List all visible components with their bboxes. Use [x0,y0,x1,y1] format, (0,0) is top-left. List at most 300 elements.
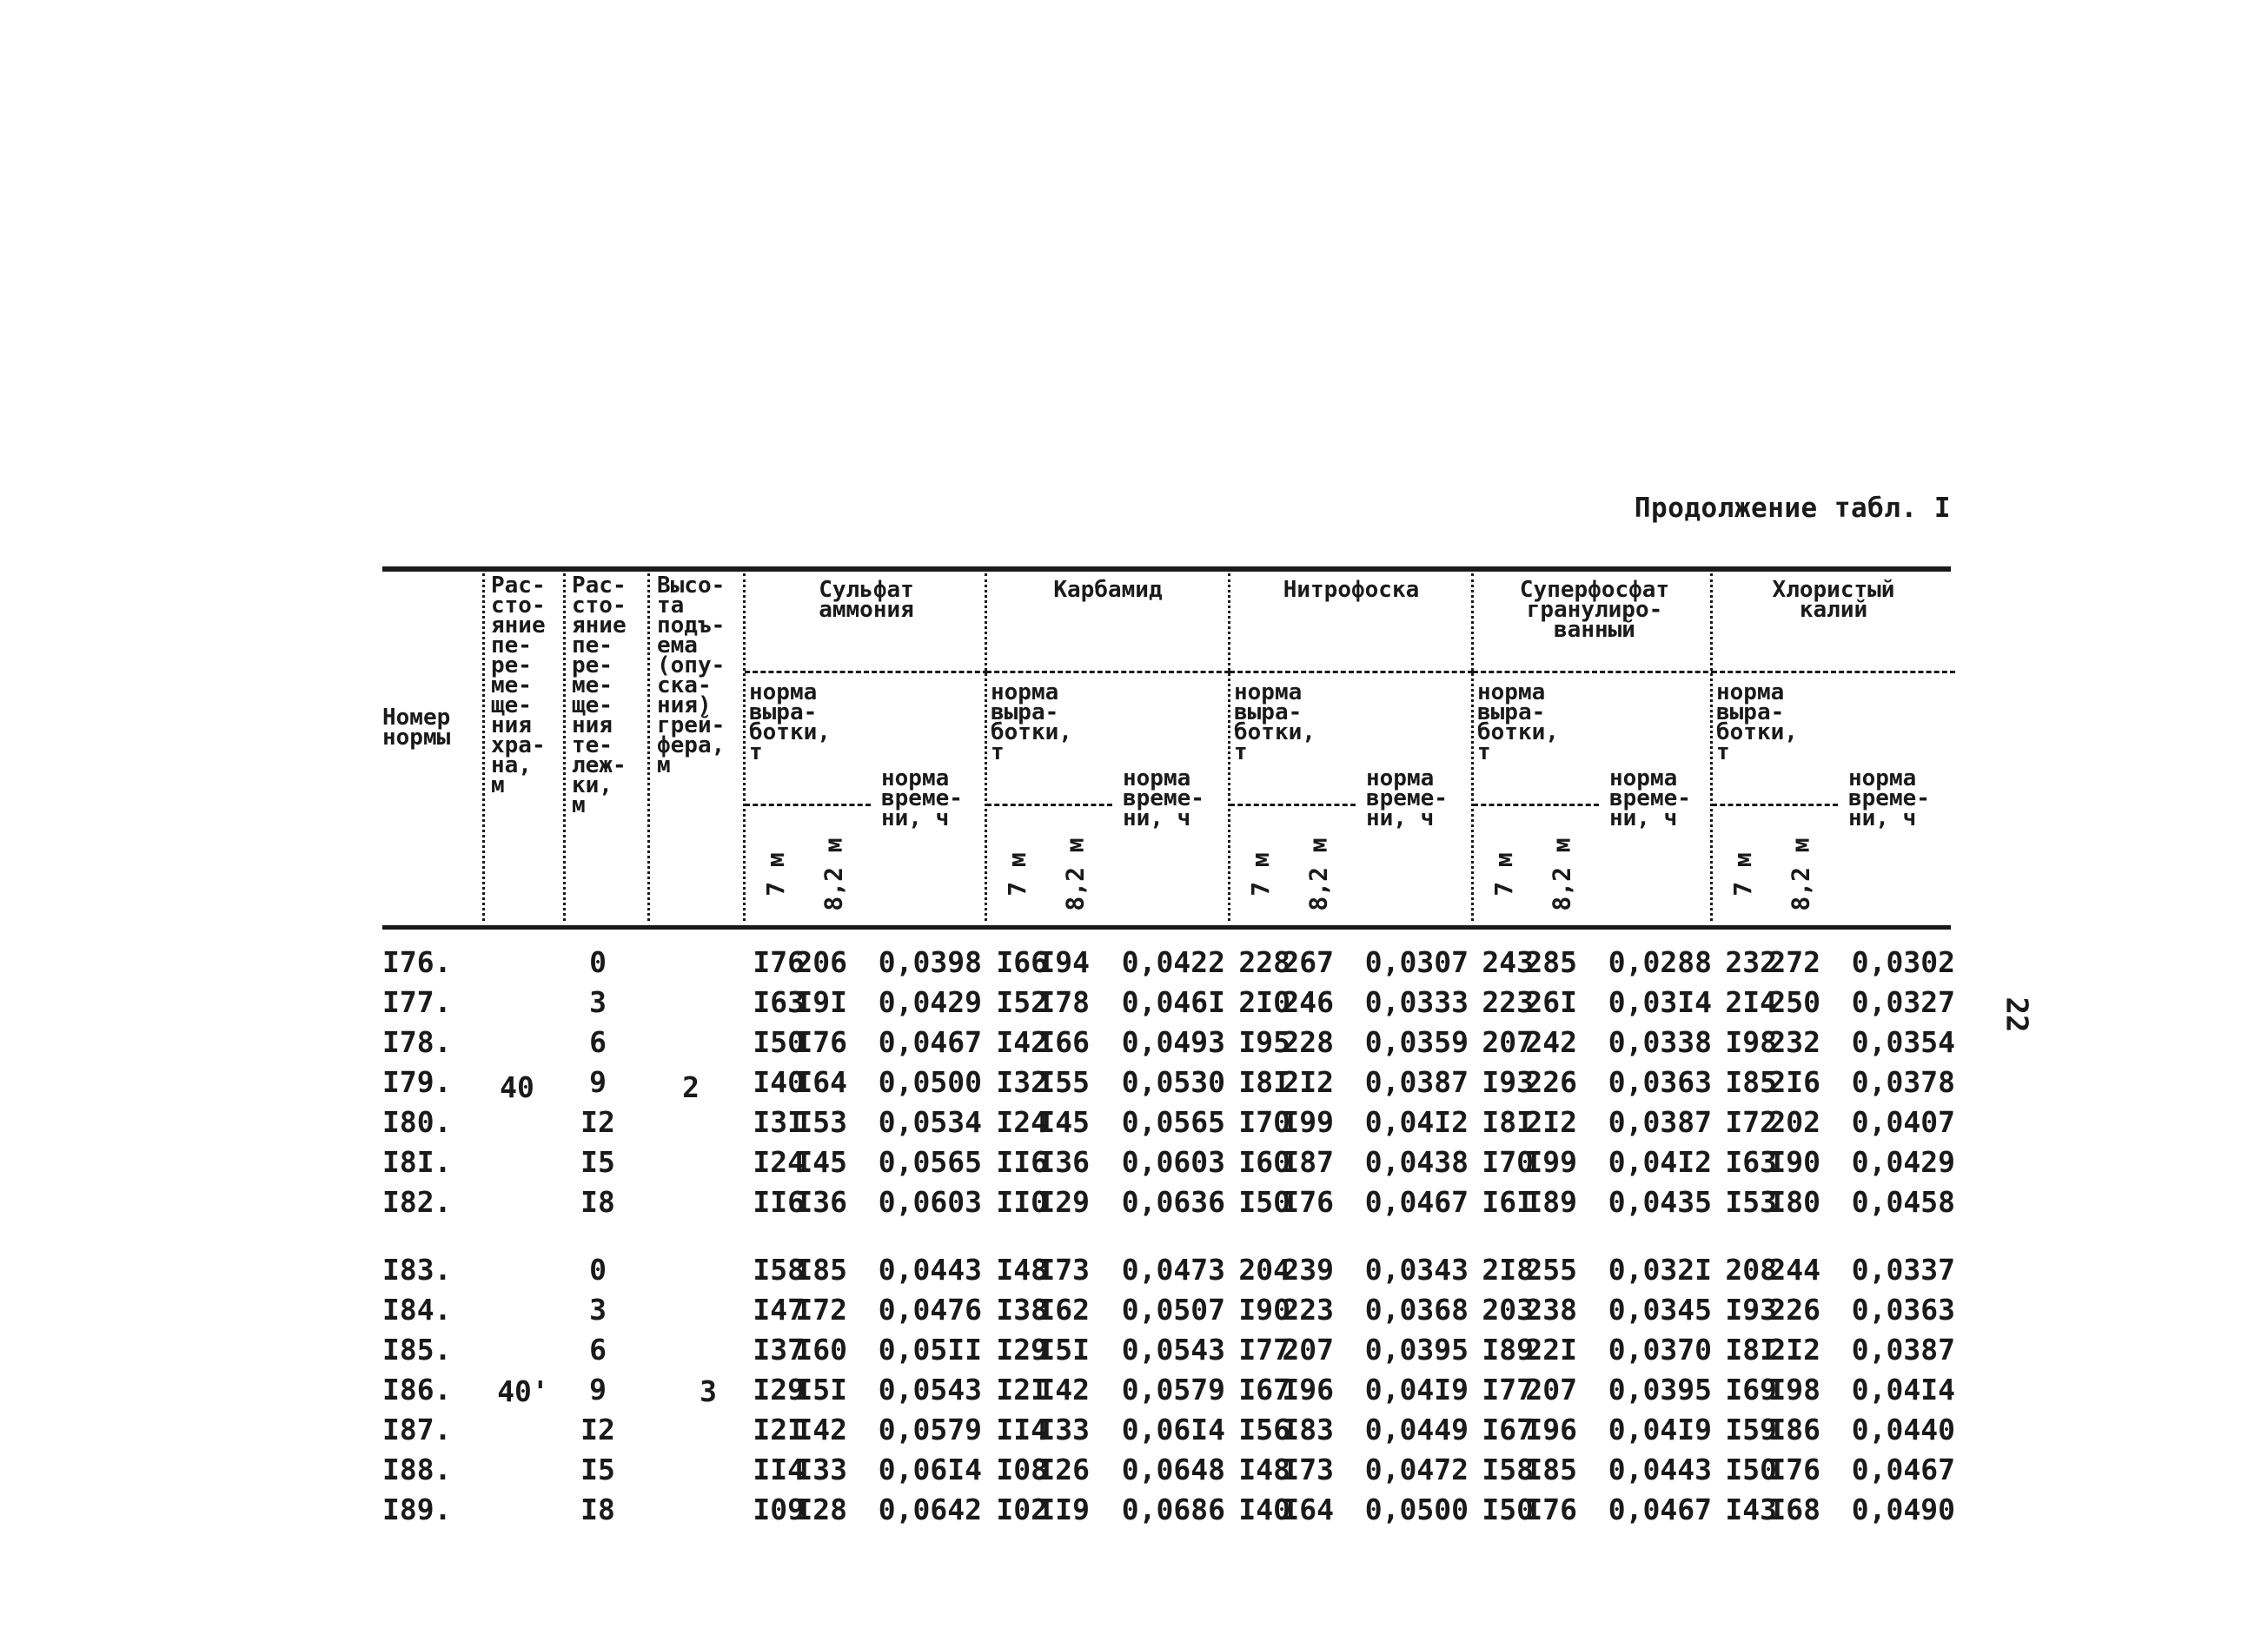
row-norm-time: 0,0440 [1851,1413,1955,1446]
row-output-7m: I70 [1238,1105,1290,1139]
header-norm-output: норма выра- ботки, т [991,679,1072,765]
row-output-7m: 228 [1238,945,1290,979]
row-output-8-2m: 2I2 [1282,1065,1334,1099]
header-subcol-7m: 7 м [1002,852,1031,897]
row-output-8-2m: I85 [795,1253,847,1287]
row-norm-time: 0,0500 [1364,1493,1469,1526]
row-distance-vehicle: 6 [589,1333,607,1367]
table-row [382,945,1964,985]
row-norm-time: 0,0467 [1364,1185,1469,1219]
header-subcol-8-2m: 8,2 м [1547,837,1576,911]
row-norm-time: 0,0472 [1364,1453,1469,1486]
header-group-title: Сульфат аммония [819,577,914,623]
row-norm-time: 0,0443 [878,1253,982,1287]
row-norm-time: 0,0337 [1851,1253,1955,1287]
row-distance-vehicle: I2 [580,1413,615,1446]
header-distance-storage: Рас- сто- яние пе- ре- ме- ще- ния хра- на, м [491,573,546,798]
row-norm-time: 0,0398 [878,945,982,979]
row-output-8-2m: 207 [1282,1333,1334,1367]
row-norm-time: 0,0636 [1121,1185,1225,1219]
row-output-8-2m: I28 [795,1493,847,1526]
row-output-8-2m: I36 [795,1185,847,1219]
row-norm-time: 0,0467 [1851,1453,1955,1486]
row-output-8-2m: 22I [1525,1333,1577,1367]
row-norm-time: 0,04I4 [1851,1373,1955,1407]
row-norm-time: 0,0507 [1121,1293,1225,1327]
row-output-7m: I67 [1238,1373,1290,1407]
row-output-8-2m: I76 [1768,1453,1820,1486]
row-norm-time: 0,0363 [1608,1065,1712,1099]
row-output-8-2m: II9 [1038,1493,1090,1526]
row-output-7m: I32 [996,1065,1048,1099]
row-output-7m: II4 [996,1413,1048,1446]
header-column-divider [985,573,987,921]
row-output-8-2m: I9I [795,985,847,1019]
row-norm-time: 0,04I2 [1608,1145,1712,1179]
row-output-7m: I2I [753,1413,805,1446]
row-norm-number: I77. [382,985,452,1019]
row-distance-vehicle: 9 [589,1065,607,1099]
row-output-8-2m: 228 [1282,1025,1334,1059]
merged-distance-storage-1: 40 [500,1070,534,1104]
row-norm-time: 0,0686 [1121,1493,1225,1526]
row-norm-time: 0,0467 [1608,1493,1712,1526]
row-norm-time: 0,0359 [1364,1025,1469,1059]
row-norm-time: 0,0534 [878,1105,982,1139]
row-norm-number: I83. [382,1253,452,1287]
header-column-divider [743,573,746,921]
page-number: 22 [1999,996,2034,1033]
table-row [382,985,1964,1025]
row-output-7m: I29 [996,1333,1048,1367]
row-norm-time: 0,0354 [1851,1025,1955,1059]
row-norm-time: 0,0530 [1121,1065,1225,1099]
row-output-7m: I58 [1482,1453,1534,1486]
row-norm-time: 0,0338 [1608,1025,1712,1059]
row-output-8-2m: I68 [1768,1493,1820,1526]
row-output-7m: I70 [1482,1145,1534,1179]
row-output-8-2m: I33 [1038,1413,1090,1446]
header-group-underline [1712,671,1955,673]
row-output-8-2m: 242 [1525,1025,1577,1059]
row-norm-number: I87. [382,1413,452,1446]
row-output-8-2m: I87 [1282,1145,1334,1179]
row-norm-number: I76. [382,945,452,979]
header-subcol-underline [745,804,871,806]
header-subcol-underline [986,804,1112,806]
row-output-7m: I02 [996,1493,1048,1526]
row-output-7m: I42 [996,1025,1048,1059]
row-distance-vehicle: I5 [580,1453,615,1486]
row-norm-time: 0,04I9 [1364,1373,1469,1407]
row-output-7m: I38 [996,1293,1048,1327]
row-output-7m: I50 [1725,1453,1777,1486]
row-output-8-2m: I45 [795,1145,847,1179]
row-output-7m: I8I [1725,1333,1777,1367]
row-output-8-2m: I5I [1038,1333,1090,1367]
row-output-7m: 2I8 [1482,1253,1534,1287]
row-output-8-2m: I76 [1525,1493,1577,1526]
row-output-7m: I47 [753,1293,805,1327]
row-output-8-2m: I72 [795,1293,847,1327]
header-group-title: Карбамид [1053,577,1163,603]
row-output-7m: I40 [1238,1493,1290,1526]
header-norm-output: норма выра- ботки, т [1477,679,1559,765]
row-norm-number: I89. [382,1493,452,1526]
row-output-8-2m: 267 [1282,945,1334,979]
row-norm-time: 0,06I4 [878,1453,982,1486]
row-norm-time: 0,0422 [1121,945,1225,979]
table-header-rule [382,925,1951,930]
row-output-8-2m: I76 [795,1025,847,1059]
row-output-7m: I50 [1238,1185,1290,1219]
row-output-7m: I48 [996,1253,1048,1287]
row-norm-time: 0,0579 [878,1413,982,1446]
header-subcol-7m: 7 м [1245,852,1275,897]
row-output-8-2m: I96 [1282,1373,1334,1407]
row-output-8-2m: 244 [1768,1253,1820,1287]
table-row [382,1453,1964,1493]
row-output-8-2m: I42 [795,1413,847,1446]
row-output-7m: I8I [1482,1105,1534,1139]
row-output-8-2m: I85 [1525,1453,1577,1486]
table-row [382,1373,1964,1413]
row-output-7m: I93 [1482,1065,1534,1099]
row-norm-time: 0,0429 [878,985,982,1019]
row-output-7m: 2I0 [1238,985,1290,1019]
row-norm-time: 0,06I4 [1121,1413,1225,1446]
row-distance-vehicle: 3 [589,1293,607,1327]
header-column-divider [647,573,650,921]
row-distance-vehicle: 6 [589,1025,607,1059]
table-top-rule [382,566,1951,572]
header-subcol-8-2m: 8,2 м [1786,837,1815,911]
row-norm-time: 0,0370 [1608,1333,1712,1367]
row-output-8-2m: I73 [1038,1253,1090,1287]
row-norm-time: 0,04I9 [1608,1413,1712,1446]
row-norm-time: 0,046I [1121,985,1225,1019]
row-distance-vehicle: 9 [589,1373,607,1407]
merged-distance-storage-2: 40' [497,1374,549,1408]
row-output-7m: I8I [1238,1065,1290,1099]
table-row [382,1025,1964,1065]
merged-height-grab-1: 2 [682,1070,700,1104]
row-output-7m: 232 [1725,945,1777,979]
row-output-7m: I50 [753,1025,805,1059]
row-distance-vehicle: I8 [580,1185,615,1219]
row-output-7m: I69 [1725,1373,1777,1407]
table-row [382,1185,1964,1225]
table-row [382,1065,1964,1105]
row-output-8-2m: I89 [1525,1185,1577,1219]
row-distance-vehicle: 0 [589,945,607,979]
table-row [382,1105,1964,1145]
row-norm-time: 0,0333 [1364,985,1469,1019]
header-group-underline [986,671,1230,673]
table-row [382,1145,1964,1185]
row-norm-time: 0,0378 [1851,1065,1955,1099]
row-norm-time: 0,0467 [878,1025,982,1059]
row-output-8-2m: I78 [1038,985,1090,1019]
row-output-7m: I37 [753,1333,805,1367]
row-norm-time: 0,05II [878,1333,982,1367]
row-output-7m: I63 [1725,1145,1777,1179]
row-output-8-2m: I90 [1768,1145,1820,1179]
row-output-8-2m: 2I6 [1768,1065,1820,1099]
row-output-7m: I59 [1725,1413,1777,1446]
header-subcol-underline [1712,804,1838,806]
row-norm-time: 0,0302 [1851,945,1955,979]
row-output-7m: I77 [1238,1333,1290,1367]
row-output-8-2m: I86 [1768,1413,1820,1446]
row-output-7m: 2I4 [1725,985,1777,1019]
row-output-8-2m: 2I2 [1768,1333,1820,1367]
row-output-8-2m: 250 [1768,985,1820,1019]
row-output-8-2m: I29 [1038,1185,1090,1219]
row-norm-number: I8I. [382,1145,452,1179]
row-norm-time: 0,0458 [1851,1185,1955,1219]
header-norm-time: норма време- ни, ч [1123,765,1204,831]
row-norm-time: 0,0603 [878,1185,982,1219]
row-norm-time: 0,0435 [1608,1185,1712,1219]
row-norm-number: I86. [382,1373,452,1407]
row-output-8-2m: I45 [1038,1105,1090,1139]
header-subcol-underline [1230,804,1356,806]
row-output-8-2m: I98 [1768,1373,1820,1407]
row-norm-time: 0,0603 [1121,1145,1225,1179]
header-subcol-8-2m: 8,2 м [1303,837,1333,911]
row-output-8-2m: 285 [1525,945,1577,979]
header-group-title: Хлористый калий [1772,577,1895,623]
row-output-8-2m: 272 [1768,945,1820,979]
row-output-8-2m: I66 [1038,1025,1090,1059]
header-norm-time: норма време- ни, ч [1848,765,1930,831]
header-distance-vehicle: Рас- сто- яние пе- ре- ме- ще- ния те- леж- ки, м [572,573,627,818]
row-output-7m: I09 [753,1493,805,1526]
header-column-divider [1228,573,1230,921]
row-output-8-2m: I55 [1038,1065,1090,1099]
row-distance-vehicle: I5 [580,1145,615,1179]
header-norm-output: норма выра- ботки, т [1716,679,1798,765]
table-caption: Продолжение табл. I [1634,493,1951,524]
row-output-7m: I43 [1725,1493,1777,1526]
row-norm-number: I78. [382,1025,452,1059]
row-norm-number: I79. [382,1065,452,1099]
header-norm-output: норма выра- ботки, т [1234,679,1316,765]
row-norm-number: I84. [382,1293,452,1327]
row-output-8-2m: 223 [1282,1293,1334,1327]
merged-height-grab-2: 3 [700,1374,717,1408]
row-output-7m: I53 [1725,1185,1777,1219]
row-output-7m: II6 [996,1145,1048,1179]
header-subcol-7m: 7 м [1489,852,1518,897]
row-output-8-2m: I62 [1038,1293,1090,1327]
row-norm-time: 0,04I2 [1364,1105,1469,1139]
row-norm-time: 0,0449 [1364,1413,1469,1446]
row-distance-vehicle: 3 [589,985,607,1019]
row-norm-time: 0,0642 [878,1493,982,1526]
row-output-7m: I63 [753,985,805,1019]
row-norm-time: 0,03I4 [1608,985,1712,1019]
row-output-8-2m: 238 [1525,1293,1577,1327]
row-norm-time: 0,0490 [1851,1493,1955,1526]
table-row [382,1333,1964,1373]
row-output-7m: I72 [1725,1105,1777,1139]
row-norm-time: 0,0345 [1608,1293,1712,1327]
row-output-7m: I76 [753,945,805,979]
row-distance-vehicle: I8 [580,1493,615,1526]
row-norm-time: 0,0493 [1121,1025,1225,1059]
row-distance-vehicle: 0 [589,1253,607,1287]
table-row [382,1293,1964,1333]
row-norm-number: I85. [382,1333,452,1367]
row-output-7m: I85 [1725,1065,1777,1099]
row-output-8-2m: I76 [1282,1185,1334,1219]
row-norm-time: 0,032I [1608,1253,1712,1287]
row-output-8-2m: I64 [1282,1493,1334,1526]
row-norm-time: 0,0500 [878,1065,982,1099]
row-output-7m: I66 [996,945,1048,979]
row-norm-time: 0,0327 [1851,985,1955,1019]
header-subcol-7m: 7 м [1728,852,1757,897]
row-output-8-2m: 246 [1282,985,1334,1019]
row-norm-time: 0,0438 [1364,1145,1469,1179]
row-output-7m: I3I [753,1105,805,1139]
row-output-7m: I52 [996,985,1048,1019]
row-norm-number: I80. [382,1105,452,1139]
row-norm-time: 0,0565 [1121,1105,1225,1139]
header-group-underline [745,671,988,673]
header-height-grab: Высо- та подъ- ема (опу- ска- ния) грей- фера, м [657,573,726,778]
row-output-8-2m: 2I2 [1525,1105,1577,1139]
row-output-7m: I56 [1238,1413,1290,1446]
row-output-8-2m: I33 [795,1453,847,1486]
row-norm-time: 0,0387 [1608,1105,1712,1139]
row-output-8-2m: 206 [795,945,847,979]
row-norm-time: 0,0395 [1608,1373,1712,1407]
row-output-8-2m: I26 [1038,1453,1090,1486]
row-output-7m: I08 [996,1453,1048,1486]
row-output-7m: II6 [753,1185,805,1219]
row-output-8-2m: I53 [795,1105,847,1139]
row-output-7m: I89 [1482,1333,1534,1367]
row-output-8-2m: 226 [1525,1065,1577,1099]
row-norm-time: 0,0476 [878,1293,982,1327]
row-output-8-2m: 226 [1768,1293,1820,1327]
row-norm-time: 0,0407 [1851,1105,1955,1139]
row-output-7m: I67 [1482,1413,1534,1446]
row-output-8-2m: I83 [1282,1413,1334,1446]
row-norm-time: 0,0473 [1121,1253,1225,1287]
row-output-7m: I29 [753,1373,805,1407]
header-column-divider [482,573,485,921]
header-subcol-7m: 7 м [760,852,790,897]
row-output-8-2m: I99 [1282,1105,1334,1139]
row-output-8-2m: I5I [795,1373,847,1407]
row-norm-time: 0,0387 [1851,1333,1955,1367]
row-output-8-2m: 232 [1768,1025,1820,1059]
row-output-8-2m: 207 [1525,1373,1577,1407]
row-output-7m: 203 [1482,1293,1534,1327]
header-norm-time: норма време- ни, ч [1609,765,1691,831]
row-norm-time: 0,0363 [1851,1293,1955,1327]
row-output-7m: I2I [996,1373,1048,1407]
row-norm-time: 0,0648 [1121,1453,1225,1486]
row-output-7m: I24 [753,1145,805,1179]
row-norm-time: 0,0543 [1121,1333,1225,1367]
row-norm-number: I88. [382,1453,452,1486]
row-output-8-2m: 202 [1768,1105,1820,1139]
header-norm-time: норма време- ни, ч [1366,765,1448,831]
row-output-8-2m: I96 [1525,1413,1577,1446]
row-output-7m: I24 [996,1105,1048,1139]
row-output-8-2m: I42 [1038,1373,1090,1407]
header-group-underline [1473,671,1716,673]
header-group-title: Нитрофоска [1283,577,1420,603]
row-output-8-2m: I73 [1282,1453,1334,1486]
header-column-divider [563,573,566,921]
row-output-7m: I77 [1482,1373,1534,1407]
row-output-7m: I40 [753,1065,805,1099]
row-output-7m: I50 [1482,1493,1534,1526]
row-output-7m: 208 [1725,1253,1777,1287]
row-output-7m: I93 [1725,1293,1777,1327]
row-output-7m: II4 [753,1453,805,1486]
row-output-7m: 204 [1238,1253,1290,1287]
row-output-8-2m: I80 [1768,1185,1820,1219]
row-output-7m: 243 [1482,945,1534,979]
header-column-divider [1471,573,1474,921]
table-row [382,1253,1964,1293]
table-row [382,1413,1964,1453]
header-norm-output: норма выра- ботки, т [749,679,831,765]
row-output-7m: I95 [1238,1025,1290,1059]
row-output-7m: I60 [1238,1145,1290,1179]
row-output-7m: I98 [1725,1025,1777,1059]
row-output-7m: I58 [753,1253,805,1287]
row-output-7m: 223 [1482,985,1534,1019]
row-output-8-2m: 239 [1282,1253,1334,1287]
row-output-8-2m: I99 [1525,1145,1577,1179]
row-norm-time: 0,0429 [1851,1145,1955,1179]
row-output-7m: I48 [1238,1453,1290,1486]
header-subcol-underline [1473,804,1599,806]
row-output-8-2m: I64 [795,1065,847,1099]
row-distance-vehicle: I2 [580,1105,615,1139]
row-norm-time: 0,0368 [1364,1293,1469,1327]
header-norm-time: норма време- ни, ч [881,765,963,831]
row-norm-time: 0,0387 [1364,1065,1469,1099]
row-output-7m: I6I [1482,1185,1534,1219]
row-norm-time: 0,0395 [1364,1333,1469,1367]
row-output-7m: I90 [1238,1293,1290,1327]
row-output-7m: 207 [1482,1025,1534,1059]
row-output-8-2m: I94 [1038,945,1090,979]
row-norm-time: 0,0443 [1608,1453,1712,1486]
header-subcol-8-2m: 8,2 м [1060,837,1090,911]
row-norm-time: 0,0579 [1121,1373,1225,1407]
header-group-title: Суперфосфат гранулиро- ванный [1519,577,1670,643]
row-output-7m: II0 [996,1185,1048,1219]
row-output-8-2m: 255 [1525,1253,1577,1287]
row-norm-time: 0,0307 [1364,945,1469,979]
row-norm-time: 0,0288 [1608,945,1712,979]
header-group-underline [1230,671,1473,673]
row-norm-time: 0,0343 [1364,1253,1469,1287]
row-norm-time: 0,0543 [878,1373,982,1407]
row-norm-number: I82. [382,1185,452,1219]
row-output-8-2m: I36 [1038,1145,1090,1179]
